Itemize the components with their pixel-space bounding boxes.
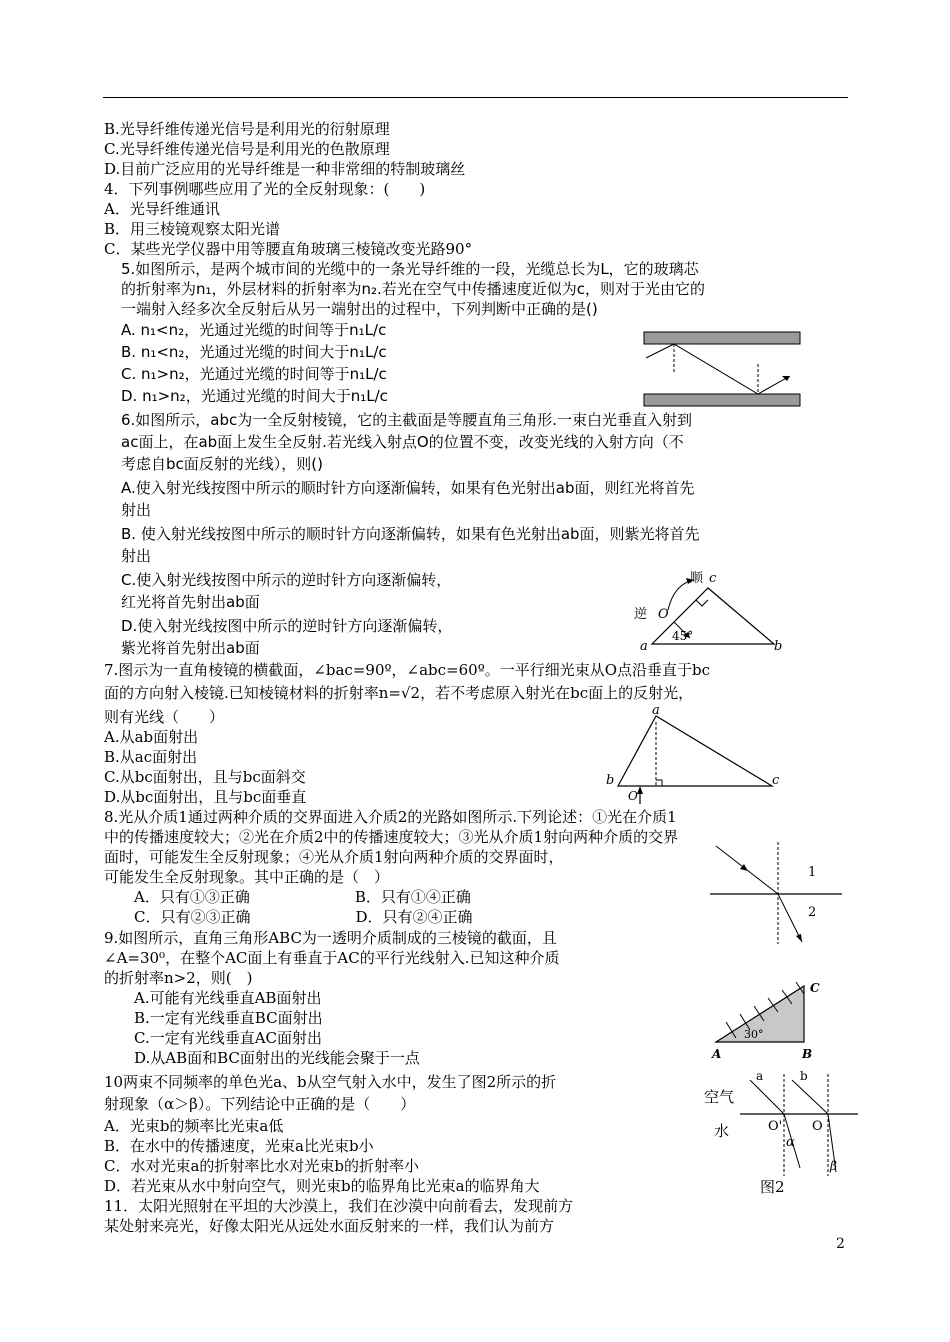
text-line: D. n₁>n₂，光通过光缆的时间大于n₁L/c bbox=[121, 387, 388, 405]
text-line: 6.如图所示，abc为一全反射棱镜，它的主截面是等腰直角三角形.一束白光垂直入射到 bbox=[121, 411, 693, 429]
text-line: A．只有①③正确 B．只有①④正确 bbox=[104, 888, 471, 906]
fig7-c-label: c bbox=[772, 773, 780, 788]
text-line: 的折射率n>2，则( ) bbox=[104, 969, 253, 987]
text-line: 紫光将首先射出ab面 bbox=[121, 639, 260, 657]
text-line: 中的传播速度较大；②光在介质2中的传播速度较大；③光从介质1射向两种介质的交界 bbox=[104, 828, 679, 846]
header-rule bbox=[103, 97, 848, 98]
text-line: 射现象（α＞β）。下列结论中正确的是（ ） bbox=[104, 1095, 416, 1113]
text-line: D.从bc面射出，且与bc面垂直 bbox=[104, 788, 307, 806]
text-line: 考虑自bc面反射的光线），则() bbox=[121, 455, 323, 473]
text-line: 的折射率为n₁，外层材料的折射率为n₂.若光在空气中传播速度近似为c，则对于光由它的 bbox=[121, 280, 706, 298]
fig7-a-label: a bbox=[652, 703, 660, 718]
text-line: A. n₁<n₂，光通过光缆的时间等于n₁L/c bbox=[121, 321, 387, 339]
fig6-c-label: c bbox=[709, 571, 717, 586]
text-line: ∠A=30⁰，在整个AC面上有垂直于AC的平行光线射入.已知这种介质 bbox=[104, 949, 560, 967]
fig6-angle-label: 45° bbox=[672, 629, 694, 643]
fig8-medium2-label: 2 bbox=[808, 905, 817, 920]
text-line: D.目前广泛应用的光导纤维是一种非常细的特制玻璃丝 bbox=[104, 160, 466, 178]
text-line: 可能发生全反射现象。其中正确的是（ ） bbox=[104, 868, 390, 886]
text-line: 面时，可能发生全反射现象；④光从介质1射向两种介质的交界面时， bbox=[104, 848, 564, 866]
text-line: B．在水中的传播速度，光束a比光束b小 bbox=[104, 1137, 374, 1155]
text-line: 则有光线（ ） bbox=[104, 708, 225, 726]
text-line: B．用三棱镜观察太阳光谱 bbox=[104, 220, 281, 238]
text-line: C．水对光束a的折射率比水对光束b的折射率小 bbox=[104, 1157, 420, 1175]
fig10-beta-label: β bbox=[830, 1159, 837, 1173]
text-line: 一端射入经多次全反射后从另一端射出的过程中，下列判断中正确的是() bbox=[121, 300, 598, 318]
text-line: A．光导纤维通讯 bbox=[104, 200, 220, 218]
fig10-caption: 图2 bbox=[760, 1178, 785, 1196]
fig5-fiber-diagram bbox=[642, 330, 802, 410]
text-line: C．某些光学仪器中用等腰直角玻璃三棱镜改变光路90° bbox=[104, 240, 473, 258]
page-number: 2 bbox=[836, 1236, 845, 1252]
fig7-o-label: O bbox=[628, 789, 638, 803]
fig8-medium1-label: 1 bbox=[808, 865, 817, 880]
fig6-ccw-label: 逆 bbox=[634, 607, 648, 622]
text-line: D．若光束从水中射向空气，则光束b的临界角比光束a的临界角大 bbox=[104, 1177, 540, 1195]
fig10-o1-label: O' bbox=[768, 1119, 783, 1134]
text-line: 7.图示为一直角棱镜的横截面，∠bac=90º，∠abc=60º。一平行细光束从O点沿垂直于bc bbox=[104, 661, 711, 679]
text-line: A.可能有光线垂直AB面射出 bbox=[104, 989, 322, 1007]
fig9-prism-diagram bbox=[700, 968, 830, 1062]
fig6-cw-label: 顺 bbox=[690, 571, 704, 586]
fig9-B-label: B bbox=[802, 1047, 813, 1061]
text-line: A.使入射光线按图中所示的顺时针方向逐渐偏转，如果有色光射出ab面，则红光将首先 bbox=[121, 479, 695, 497]
fig9-C-label: C bbox=[810, 981, 820, 995]
text-line: D.使入射光线按图中所示的逆时针方向逐渐偏转， bbox=[121, 617, 453, 635]
text-line: C.从bc面射出，且与bc面斜交 bbox=[104, 768, 306, 786]
fig6-a-label: a bbox=[640, 639, 648, 652]
text-line: B.光导纤维传递光信号是利用光的衍射原理 bbox=[104, 120, 390, 138]
fig10-a-label: a bbox=[756, 1069, 764, 1083]
text-line: A．光束b的频率比光束a低 bbox=[104, 1117, 284, 1135]
fig10-refraction-diagram bbox=[700, 1066, 860, 1198]
fig10-b-label: b bbox=[800, 1069, 808, 1083]
text-line: C.一定有光线垂直AC面射出 bbox=[104, 1029, 323, 1047]
text-line: B.从ac面射出 bbox=[104, 748, 198, 766]
fig10-water-label: 水 bbox=[714, 1122, 730, 1140]
text-line: 红光将首先射出ab面 bbox=[121, 593, 260, 611]
fig10-alpha-label: α bbox=[786, 1135, 795, 1150]
text-line: 某处射来亮光，好像太阳光从远处水面反射来的一样，我们认为前方 bbox=[104, 1217, 555, 1235]
text-line: 面的方向射入棱镜.已知棱镜材料的折射率n=√2，若不考虑原入射光在bc面上的反射光， bbox=[104, 684, 694, 702]
fig7-prism-diagram bbox=[602, 702, 788, 806]
fig7-b-label: b bbox=[606, 773, 615, 788]
text-line: C．只有②③正确 D．只有②④正确 bbox=[104, 908, 473, 926]
text-line: C. n₁>n₂，光通过光缆的时间等于n₁L/c bbox=[121, 365, 387, 383]
fig6-o-label: O bbox=[658, 607, 669, 622]
text-line: D.从AB面和BC面射出的光线能会聚于一点 bbox=[104, 1049, 420, 1067]
text-line: C.光导纤维传递光信号是利用光的色散原理 bbox=[104, 140, 390, 158]
text-line: 8.光从介质1通过两种介质的交界面进入介质2的光路如图所示.下列论述：①光在介质1 bbox=[104, 808, 677, 826]
fig6-b-label: b bbox=[774, 639, 783, 652]
fig10-air-label: 空气 bbox=[704, 1088, 735, 1106]
fig8-refraction-diagram bbox=[706, 836, 846, 948]
text-line: 9.如图所示，直角三角形ABC为一透明介质制成的三棱镜的截面，且 bbox=[104, 929, 557, 947]
text-line: 5.如图所示，是两个城市间的光缆中的一条光导纤维的一段，光缆总长为L，它的玻璃芯 bbox=[121, 260, 699, 278]
text-line: 射出 bbox=[121, 547, 152, 565]
fig10-o2-label: O bbox=[812, 1119, 823, 1134]
text-line: C.使入射光线按图中所示的逆时针方向逐渐偏转， bbox=[121, 571, 452, 589]
text-line: B.一定有光线垂直BC面射出 bbox=[104, 1009, 323, 1027]
fig9-A-label: A bbox=[712, 1047, 722, 1061]
fig9-angle-label: 30° bbox=[744, 1028, 764, 1041]
text-line: 11．太阳光照射在平坦的大沙漠上，我们在沙漠中向前看去，发现前方 bbox=[104, 1197, 574, 1215]
text-line: 10两束不同频率的单色光a、b从空气射入水中，发生了图2所示的折 bbox=[104, 1073, 557, 1091]
text-line: 射出 bbox=[121, 501, 152, 519]
text-line: B. 使入射光线按图中所示的顺时针方向逐渐偏转，如果有色光射出ab面，则紫光将首先 bbox=[121, 525, 700, 543]
text-line: A.从ab面射出 bbox=[104, 728, 199, 746]
fig6-prism-diagram bbox=[628, 566, 788, 652]
text-line: ac面上，在ab面上发生全反射.若光线入射点O的位置不变，改变光线的入射方向（不 bbox=[121, 433, 684, 451]
text-line: B. n₁<n₂，光通过光缆的时间大于n₁L/c bbox=[121, 343, 387, 361]
text-line: 4．下列事例哪些应用了光的全反射现象：( ) bbox=[104, 180, 426, 198]
